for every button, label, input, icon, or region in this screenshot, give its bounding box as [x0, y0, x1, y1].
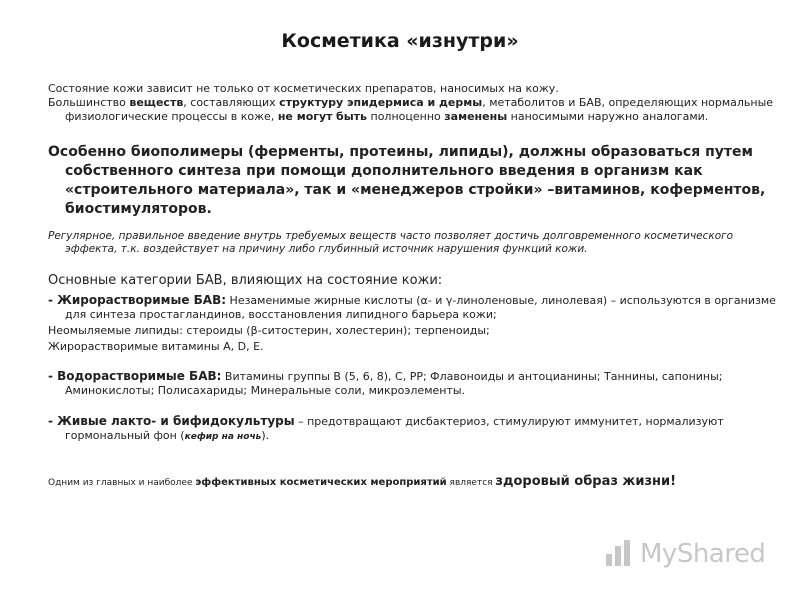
lipids-line: Неомыляемые липиды: стероиды (β-ситостерин, холестерин); терпеноиды;	[48, 324, 490, 337]
cultures-text: – предотвращают дисбактериоз, стимулируют иммунитет, нормализуют гормональный фон (	[65, 415, 724, 442]
watermark-text: MyShared	[640, 539, 766, 569]
closing-a: Одним из главных и наиболее	[48, 478, 196, 488]
watermark	[604, 534, 774, 574]
cultures-em: кефир на ночь	[184, 432, 262, 442]
intro2-d: структуру эпидермиса и дермы	[279, 96, 483, 109]
italic-note: Регулярное, правильное введение внутрь требуемых веществ часто позволяет достичь долговременного косметического эффекта, т.к. воздействует на причину либо глубинный источник нарушения функций кожи.	[48, 230, 734, 255]
fat-soluble-item	[48, 293, 777, 322]
intro2-k: наносимыми наружно аналогами.	[507, 110, 709, 123]
slide-title: Косметика «изнутри»	[281, 30, 519, 52]
intro2-e: , метаболитов и БАВ, определяющих нормальные физиологические процессы в коже,	[65, 96, 774, 123]
cultures-end: ).	[261, 429, 270, 442]
fat-soluble-label: - Жирорастворимые БАВ:	[48, 293, 227, 307]
intro2-b: веществ	[129, 96, 184, 109]
intro2-a: Большинство	[48, 96, 130, 109]
closing-line	[48, 474, 760, 491]
intro-line-2	[48, 96, 777, 124]
intro-line-1: Состояние кожи зависит не только от косметических препаратов, наносимых на кожу.	[48, 82, 559, 95]
intro2-c: , составляющих	[183, 96, 280, 109]
categories-heading: Основные категории БАВ, влияющих на состояние кожи:	[48, 273, 443, 288]
fat-soluble-text: Незаменимые жирные кислоты (α- и γ-линоленовые, линолевая) – используются в организме для синтеза простагландинов, восстановления липидного барьера кожи;	[65, 294, 776, 321]
water-soluble-text: Витамины группы В (5, 6, 8), С, РР; Флавоноиды и антоцианины; Таннины, сапонины; Аминокислоты; Полисахариды; Минеральные соли, микроэлементы.	[65, 370, 723, 397]
cultures-label: - Живые лакто- и бифидокультуры	[48, 414, 295, 428]
water-soluble-item	[48, 369, 777, 398]
closing-c: является	[446, 478, 496, 488]
vitamins-line: Жирорастворимые витамины A, D, E.	[48, 340, 264, 353]
chart-bars-icon	[604, 536, 634, 572]
intro2-h: быть	[336, 110, 368, 123]
closing-d: здоровый образ жизни	[495, 474, 671, 489]
intro2-i: полноценно	[367, 110, 445, 123]
closing-e: !	[670, 474, 677, 489]
intro2-f: не могут	[277, 110, 333, 123]
closing-b: эффективных косметических мероприятий	[195, 477, 447, 488]
water-soluble-label: - Водорастворимые БАВ:	[48, 369, 222, 383]
key-statement: Особенно биополимеры (ферменты, протеины, липиды), должны образоваться путем собственного синтеза при помощи дополнительного введения в организм как «строительного материала», так и «менеджеров стройки» –витаминов, коферментов, биостимуляторов.	[48, 144, 766, 217]
cultures-item	[48, 414, 777, 444]
intro2-j: заменены	[444, 110, 508, 123]
